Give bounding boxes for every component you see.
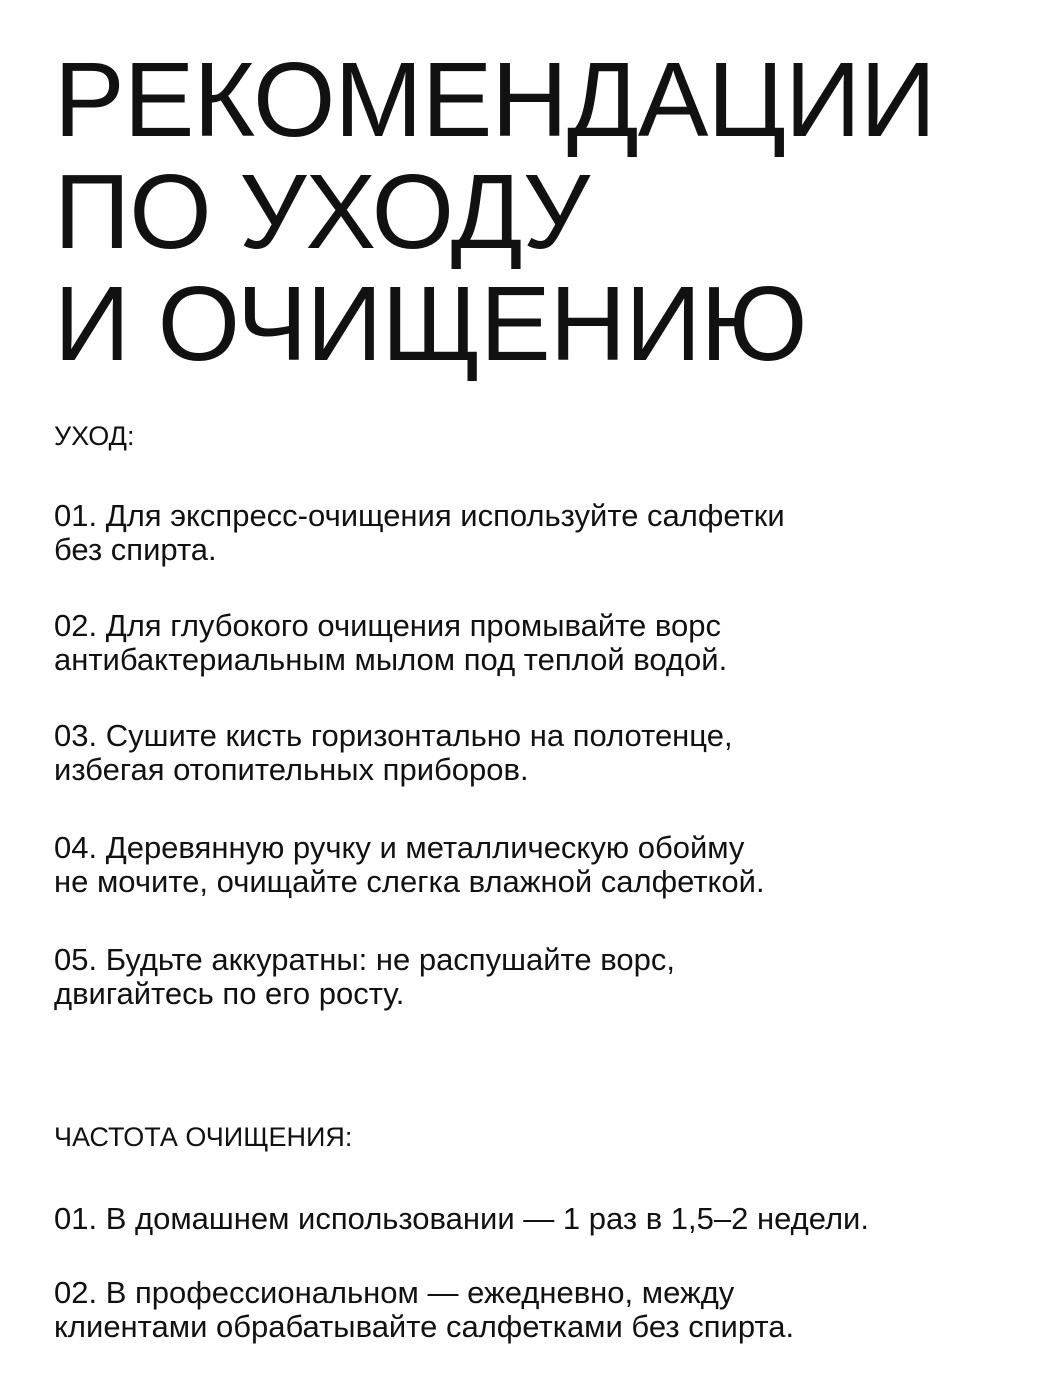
title-line-2: ПО УХОДУ [54,153,590,271]
care-item-1-line-2: без спирта. [54,532,217,567]
care-heading: УХОД: [54,421,135,451]
care-item-3-line-2: избегая отопительных приборов. [54,752,529,787]
frequency-item-2 [54,1276,1034,1344]
care-item-5-line-1: 05. Будьте аккуратны: не распушайте ворс, [54,942,675,977]
title-line-1: РЕКОМЕНДАЦИИ [54,41,936,159]
care-item-1-line-1: 01. Для экспресс-очищения используйте салфетки [54,498,785,533]
care-item-3-line-1: 03. Сушите кисть горизонтально на полотенце, [54,718,733,753]
care-item-2-line-1: 02. Для глубокого очищения промывайте ворс [54,608,721,643]
care-item-1 [54,499,1034,567]
care-item-4 [54,831,1034,899]
care-item-5 [54,943,1034,1011]
care-item-4-line-2: не мочите, очищайте слегка влажной салфеткой. [54,864,765,899]
page-title [54,41,936,383]
frequency-item-1-line-1: 01. В домашнем использовании — 1 раз в 1,5–2 недели. [54,1201,869,1236]
care-item-2 [54,609,1034,677]
frequency-item-2-line-2: клиентами обрабатывайте салфетками без спирта. [54,1309,795,1344]
title-line-3: И ОЧИЩЕНИЮ [54,265,807,383]
frequency-heading: ЧАСТОТА ОЧИЩЕНИЯ: [54,1122,353,1152]
care-item-3 [54,719,1034,787]
frequency-item-2-line-1: 02. В профессиональном — ежедневно, между [54,1275,735,1310]
frequency-item-1 [54,1202,1034,1236]
care-item-4-line-1: 04. Деревянную ручку и металлическую обойму [54,830,745,865]
care-item-5-line-2: двигайтесь по его росту. [54,976,405,1011]
care-item-2-line-2: антибактериальным мылом под теплой водой. [54,642,728,677]
